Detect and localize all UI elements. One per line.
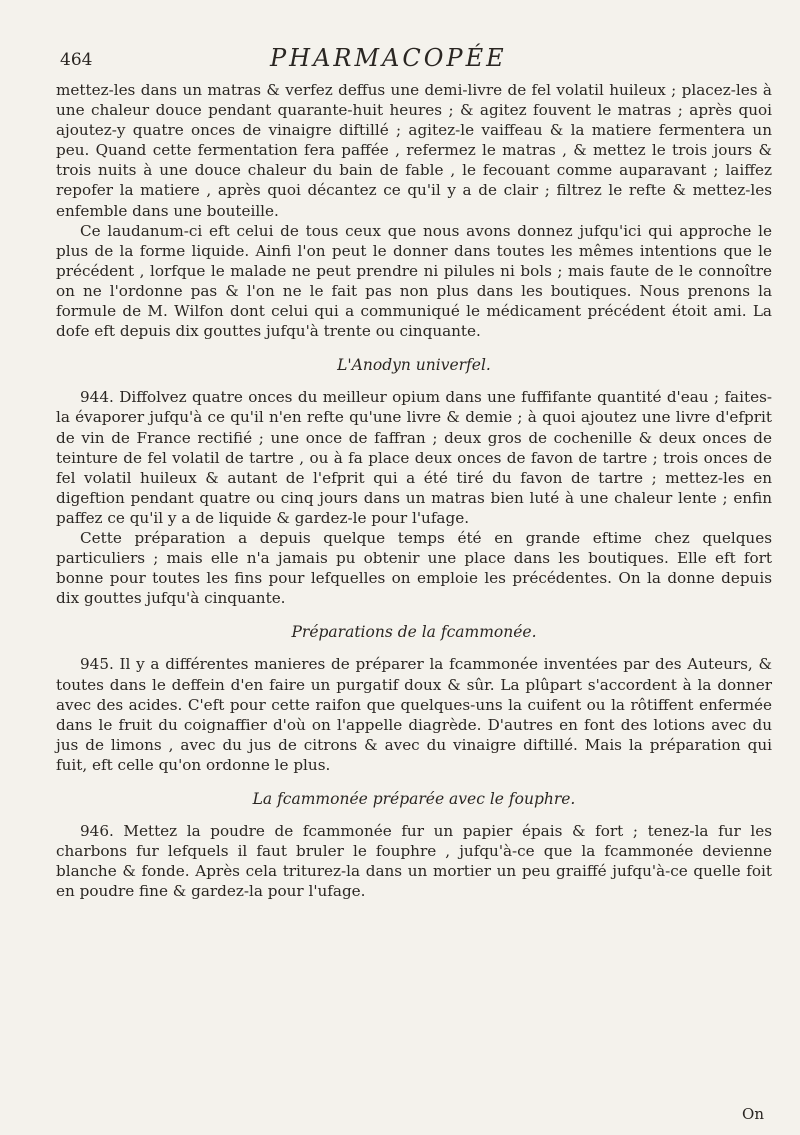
paragraph: 946. Mettez la poudre de fcammonée fur un papier épais & fort ; tenez-la fur les charbons fur lefquels il faut bruler le fouphre , jufqu'à-ce que la fcammonée devienne blanche & fonde. Après cela triturez-la dans un mortier un peu graiffé jufqu'à-ce quelle foit en poudre fine & gardez-la pour l'ufage.: [56, 822, 772, 901]
section-heading: La fcammonée préparée avec le fouphre.: [252, 790, 576, 808]
section-heading: L'Anodyn univerfel.: [337, 356, 491, 375]
paragraph: 945. Il y a différentes manieres de préparer la fcammonée inventées par des Auteurs, & toutes dans le deffein d'en faire un purgatif doux & sûr. La plûpart s'accordent à la donner avec des acides. C'eft pour cette raifon que quelques-uns la cuifent ou la rôtiffent enfermée dans le fruit du coignaffier d'où on l'appelle diagrède. D'autres en font des lotions avec du jus de limons , avec du jus de citrons & avec du vinaigre diftillé. Mais la préparation qui fuit, eft celle qu'on ordonne le plus.: [56, 655, 772, 774]
running-head: [60, 44, 760, 78]
paragraph: mettez-les dans un matras & verfez deffus une demi-livre de fel volatil huileux ; placez-les à une chaleur douce pendant quarante-huit heures ; & agitez fouvent le matras ; après quoi ajoutez-y quatre onces de vinaigre diftillé ; agitez-le vaiffeau & la matiere fermentera un peu. Quand cette fermentation fera paffée , refermez le matras , & mettez le trois jours & trois nuits à une douce chaleur du bain de fable , le fecouant comme auparavant ; laiffez repofer la matiere , après quoi décantez ce qu'il y a de clair ; filtrez le refte & mettez-les enfemble dans une bouteille.: [56, 81, 772, 220]
catchword: On: [742, 1105, 764, 1123]
section-heading: Préparations de la fcammonée.: [291, 623, 537, 642]
paragraph: 944. Diffolvez quatre onces du meilleur opium dans une fuffifante quantité d'eau ; faites-la évaporer jufqu'à ce qu'il n'en refte qu'une livre & demie ; à quoi ajoutez une livre d'efprit de vin de France rectifié ; une once de faffran ; deux gros de cochenille & deux onces de teinture de fel volatil de tartre , ou à fa place deux onces de favon de tartre ; trois onces de fel volatil huileux & autant de l'efprit qui a été tiré du favon de tartre ; mettez-les en digeftion pendant quatre ou cinq jours dans un matras bien luté à une chaleur lente ; enfin paffez ce qu'il y a de liquide & gardez-le pour l'ufage.: [56, 388, 772, 527]
paragraph: Ce laudanum-ci eft celui de tous ceux que nous avons donnez jufqu'ici qui approche le plus de la forme liquide. Ainfi l'on peut le donner dans toutes les mêmes intentions que le précédent , lorfque le malade ne peut prendre ni pilules ni bols ; mais faute de le connoître on ne l'ordonne pas & l'on ne le fait pas non plus dans les boutiques. Nous prenons la formule de M. Wilfon dont celui qui a communiqué le médicament précédent étoit ami. La dofe eft depuis dix gouttes jufqu'à trente ou cinquante.: [56, 221, 772, 341]
running-title: PHARMACOPÉE: [270, 44, 507, 72]
paragraph: Cette préparation a depuis quelque temps été en grande eftime chez quelques particuliers ; mais elle n'a jamais pu obtenir une place dans les boutiques. Elle eft fort bonne pour toutes les fins pour lefquelles on emploie les précédentes. On la donne depuis dix gouttes jufqu'à cinquante.: [56, 528, 772, 608]
body-text: [56, 80, 772, 901]
page-number: 464: [60, 50, 93, 70]
